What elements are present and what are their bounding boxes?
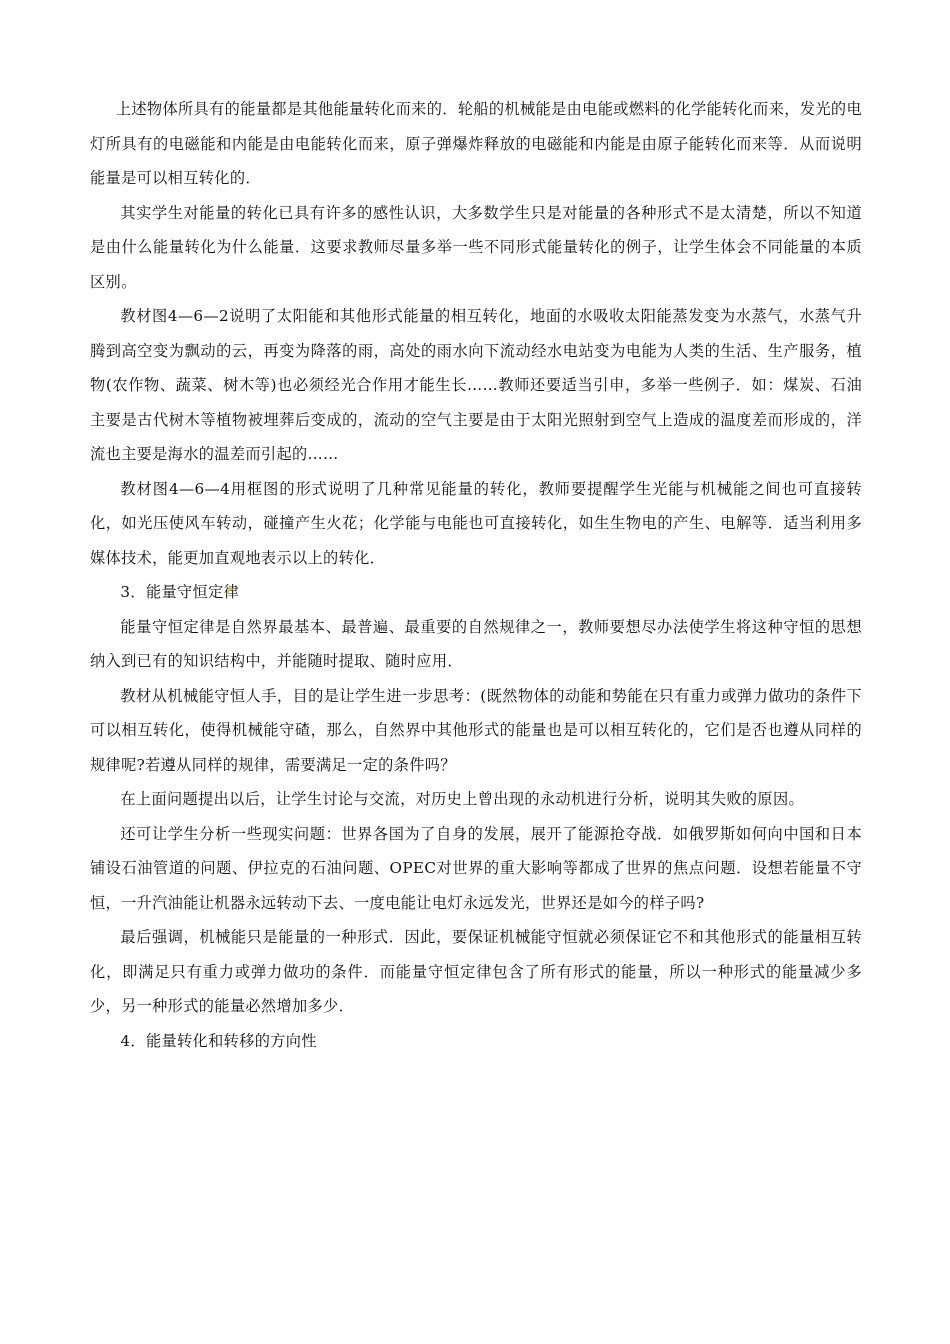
paragraph-mechanical-conservation: 教材从机械能守恒人手，目的是让学生进一步思考：(既然物体的动能和势能在只有重力或弹力做功的条件下可以相互转化，使得机械能守碴，那么，自然界中其他形式的能量也是可以相互转化的，它们是否也遵从同样的规律呢?若遵从同样的规律，需要满足一定的条件吗？ — [90, 686, 862, 774]
paragraph-solar-energy: 教材图4—6—2说明了太阳能和其他形式能量的相互转化，地面的水吸收太阳能蒸发变为水蒸气，水蒸气升腾到高空变为飘动的云，再变为降落的雨，高处的雨水向下流动经水电站变为电能为人类的生活、生产服务，植物(农作物、蔬菜、树木等)也必须经光合作用才能生长……教师还要适当引申，多举一些例子．如：煤炭、石油主要是古代树木等植物被埋葬后变成的，流动的空气主要是由于太阳光照射到空气上造成的温度差而形成的，洋流也主要是海水的温差而引起的…… — [90, 307, 862, 463]
paragraph-real-world-problems: 还可让学生分析一些现实问题：世界各国为了自身的发展，展开了能源抢夺战．如俄罗斯如何向中国和日本铺设石油管道的问题、伊拉克的石油问题、OPEC对世界的重大影响等都成了世界的焦点问题．设想若能量不守恒，一升汽油能让机器永远转动下去、一度电能让电灯永远发光，世界还是如今的样子吗? — [90, 824, 862, 912]
paragraph-perpetual-motion: 在上面问题提出以后，让学生讨论与交流，对历史上曾出现的永动机进行分析，说明其失败的原因。 — [120, 790, 805, 808]
document-body — [90, 92, 862, 1058]
section-heading-direction: 4．能量转化和转移的方向性 — [120, 1031, 317, 1050]
paragraph-perceptual-knowledge: 其实学生对能量的转化已具有许多的感性认识，大多数学生只是对能量的各种形式不是太清楚，所以不知道是由什么能量转化为什么能量．这要求教师尽量多举一些不同形式能量转化的例子，让学生体会不同能量的本质区别。 — [90, 203, 862, 291]
paragraph-conservation-law: 能量守恒定律是自然界最基本、最普遍、最重要的自然规律之一，教师要想尽办法使学生将这种守恒的思想纳入到已有的知识结构中，并能随时提取、随时应用． — [90, 617, 862, 670]
paragraph-energy-diagram: 教材图4—6—4用框图的形式说明了几种常见能量的转化，教师要提醒学生光能与机械能之间也可直接转化，如光压使风车转动，碰撞产生火花；化学能与电能也可直接转化，如生生物电的产生、电解等．适当利用多媒体技术，能更加直观地表示以上的转化． — [90, 479, 862, 567]
section-heading-conservation: 3．能量守恒定律 — [120, 583, 240, 601]
paragraph-energy-origin: 上述物体所具有的能量都是其他能量转化而来的．轮船的机械能是由电能或燃料的化学能转化而来，发光的电灯所具有的电磁能和内能是由电能转化而来，原子弹爆炸释放的电磁能和内能是由原子能转化而来等．从而说明能量是可以相互转化的． — [90, 100, 862, 187]
paragraph-final-emphasis: 最后强调，机械能只是能量的一种形式．因此，要保证机械能守恒就必须保证它不和其他形式的能量相互转化，即满足只有重力或弹力做功的条件．而能量守恒定律包含了所有形式的能量，所以一种形式的能量减少多少，另一种形式的能量必然增加多少． — [90, 928, 862, 1015]
